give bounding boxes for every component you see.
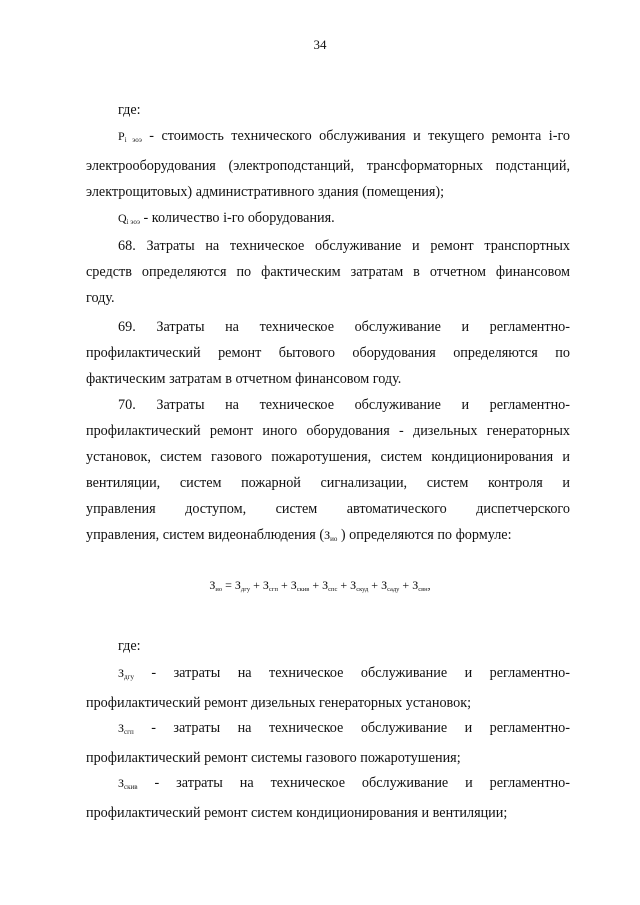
definition-q-eoe: [86, 205, 570, 235]
symbol-z-io: З: [324, 528, 331, 542]
symbol-q: Q: [118, 211, 127, 225]
paragraph-69: 69. Затраты на техническое обслуживание и регламентно- профилактический ремонт бытового оборудования определяются по фактическим затратам в отчетном финансовом году.: [86, 319, 570, 387]
definition-continuation-1: электрооборудования (электроподстанций, трансформаторных подстанций,: [86, 158, 570, 174]
symbol-p: P: [118, 129, 125, 143]
paragraph-68: 68. Затраты на техническое обслуживание и ремонт транспортных средств определяются по фактическим затратам в отчетном финансовом году.: [86, 238, 570, 306]
definition-text: - стоимость технического обслуживания и текущего ремонта i-го: [149, 128, 571, 144]
paragraph-70: 70. Затраты на техническое обслуживание и регламентно- профилактический ремонт иного оборудования - дизельных генераторных установок, систем газового пожаротушения, систем кондиционирования и вентиляции, систем пожарной сигнализации, систем контроля и управления доступом, систем автоматического диспетчерского управления, систем видеонаблюдения ($З_{ио}$ ) определяются по формуле:: [86, 397, 570, 543]
definition-text: - количество i-го оборудования.: [143, 210, 335, 226]
definition-p-eoe: [86, 123, 570, 205]
page-number: 34: [313, 37, 327, 52]
where-label-2: где:: [118, 638, 141, 654]
definition-continuation-2: электрощитовых) административного здания (помещения);: [86, 184, 445, 200]
definition-z-skiv: $З_{скив}$ - затраты на техническое обслуживание и регламентно- профилактический ремонт систем кондиционирования и вентиляции;: [86, 775, 571, 821]
definition-z-sgp: $З_{сгп}$ - затраты на техническое обслуживание и регламентно- профилактический ремонт системы газового пожаротушения;: [86, 720, 571, 766]
symbol-q-subscript: i эоэ: [126, 218, 140, 226]
symbol-p-subscript: i эоэ: [124, 136, 142, 144]
formula: $З_{ио} = З_{дгу} + З_{сгп} + З_{скив} + З_{спс} + З_{скуд} + З_{сaду} + З_{свн}$,: [209, 578, 431, 593]
symbol-z-io-subscript: ио: [330, 535, 338, 543]
where-label: где:: [118, 102, 141, 118]
definition-z-dgu: $З_{дгу}$ - затраты на техническое обслуживание и регламентно- профилактический ремонт дизельных генераторных установок;: [86, 665, 571, 711]
